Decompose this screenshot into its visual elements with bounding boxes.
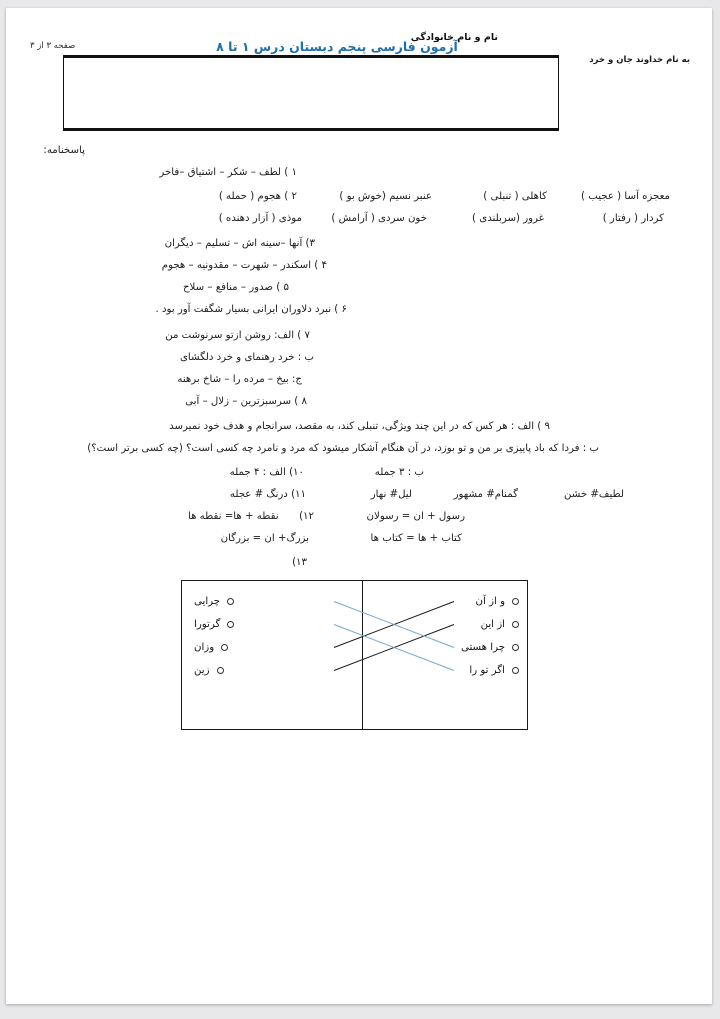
- answer-number: ۱۲): [299, 511, 314, 522]
- answer-text: نبرد دلاوران ایرانی بسیار شگفت آور بود .: [155, 304, 332, 315]
- answer-number: ۲ ): [284, 191, 297, 202]
- matching-right-item-1[interactable]: [461, 613, 519, 636]
- matching-right-item-3[interactable]: [461, 659, 519, 682]
- answer-row-9-be: ب : فردا که باد پاییزی بر من و تو بوزد، در آن هنگام آشکار میشود که مرد و نامرد چه کسی است؟ (چه کسی برتر است؟): [87, 443, 599, 454]
- matching-left-item-2[interactable]: [194, 636, 234, 659]
- matching-left-item-3[interactable]: [194, 659, 234, 682]
- circle-icon: [512, 621, 519, 628]
- matching-left-label: چرایی: [194, 596, 221, 607]
- answer-row-12b-c2: کتاب + ها = کتاب ها: [370, 533, 462, 544]
- basmala-text: به نام خداوند جان و خرد: [589, 55, 690, 65]
- answer-row-4: [162, 261, 327, 271]
- matching-right-label: از این: [480, 619, 505, 630]
- answer-row-7-be: ب : خرد رهنمای و خرد دلگشای: [179, 352, 314, 363]
- circle-icon: [227, 598, 234, 605]
- matching-connector-3: [334, 625, 454, 671]
- answer-row-2-num: [219, 192, 297, 202]
- answer-row-13: ۱۳): [292, 557, 307, 568]
- matching-left-column: [194, 590, 234, 682]
- answer-text: آنها –سینه اش – تسلیم – دیگران: [164, 238, 303, 249]
- answer-number: ۷ ): [297, 330, 310, 341]
- matching-connector-0: [334, 602, 454, 648]
- page-indicator: صفحه ۳ از ۳: [30, 41, 76, 51]
- answer-row-11-c4: لطیف# خشن: [564, 489, 624, 500]
- answer-row-6: [155, 305, 347, 315]
- matching-left-item-1[interactable]: [194, 613, 234, 636]
- matching-left-item-0[interactable]: [194, 590, 234, 613]
- matching-right-item-2[interactable]: [461, 636, 519, 659]
- answer-number: ۱ ): [284, 167, 297, 178]
- circle-icon: [217, 667, 224, 674]
- name-field-box: [63, 55, 559, 131]
- answer-cell: هجوم ( حمله ): [218, 191, 282, 202]
- circle-icon: [227, 621, 234, 628]
- answer-row-11-c2: لیل# نهار: [370, 489, 412, 500]
- matching-connector-1: [334, 625, 454, 671]
- name-field-label: نام و نام خانوادگی: [410, 32, 498, 43]
- answer-row-11-num: [230, 490, 306, 500]
- answer-row-2-c4: معجزه آسا ( عجیب ): [580, 191, 670, 202]
- answer-number: ۶ ): [334, 304, 347, 315]
- answer-text: سرسبزترین – زلال – آبی: [185, 396, 292, 407]
- circle-icon: [512, 644, 519, 651]
- answer-number: ۴ ): [314, 260, 327, 271]
- matching-column-divider: [362, 581, 363, 729]
- answer-row-12-c2: رسول + ان = رسولان: [366, 511, 465, 522]
- answer-number: ۱۰): [289, 467, 304, 478]
- answer-cell: درنگ # عجله: [229, 489, 288, 500]
- answer-number: ۳): [305, 238, 315, 249]
- answer-row-3: [165, 239, 315, 249]
- matching-left-label: وزان: [194, 642, 215, 653]
- answer-row-12b-c1: بزرگ+ ان = بزرگان: [220, 533, 309, 544]
- answer-number: ۵ ): [276, 282, 289, 293]
- answer-row-11-c3: گمنام# مشهور: [453, 489, 518, 500]
- answer-row-1: [159, 168, 297, 178]
- answer-number: ۸ ): [294, 396, 307, 407]
- answer-text: اسکندر – شهرت – مقدونیه – هجوم: [161, 260, 312, 271]
- answer-row-8: [185, 397, 307, 407]
- matching-left-label: زین: [194, 665, 210, 676]
- answer-cell: الف : ۴ جمله: [229, 467, 286, 478]
- answer-cell: نقطه + ها= نقطه ها: [187, 511, 279, 522]
- answer-text: لطف – شکر – اشتیاق –فاخر: [159, 167, 282, 178]
- matching-right-column: [461, 590, 519, 682]
- matching-right-label: اگر تو را: [469, 665, 505, 676]
- circle-icon: [512, 667, 519, 674]
- answer-text: الف: روشن ازتو سرنوشت من: [165, 330, 295, 341]
- answer-number: ۹ ): [537, 421, 550, 432]
- circle-icon: [512, 598, 519, 605]
- answer-row-10-c2: ب : ۳ جمله: [374, 467, 424, 478]
- answer-text: الف : هر کس که در این چند ویژگی، تنبلی کند، به مقصد، سرانجام و هدف خود نمیرسد: [169, 421, 535, 432]
- answer-row-2b-c3: غرور (سربلندی ): [472, 213, 544, 224]
- exam-title: آزمون فارسی پنجم دبستان درس ۱ تا ۸: [216, 39, 458, 54]
- circle-icon: [221, 644, 228, 651]
- matching-right-label: و از آن: [475, 596, 505, 607]
- matching-right-item-0[interactable]: [461, 590, 519, 613]
- answer-row-10-num: [230, 468, 304, 478]
- answer-text: صدور – منافع – سلاح: [182, 282, 274, 293]
- answer-row-7-alef: [165, 331, 310, 341]
- answer-row-2-c2: عنبر نسیم (خوش بو ): [339, 191, 432, 202]
- matching-exercise-box: [181, 580, 528, 730]
- answer-row-9-alef: [169, 422, 550, 432]
- answer-row-5: [183, 283, 289, 293]
- answer-number: ۱۱): [291, 489, 306, 500]
- document-page: [6, 8, 712, 1004]
- matching-right-label: چرا هستی: [460, 642, 505, 653]
- answer-key-heading: پاسخنامه:: [43, 145, 85, 156]
- answer-row-2b-c2: خون سردی ( آرامش ): [331, 213, 427, 224]
- answer-row-2b-c4: کردار ( رفتار ): [602, 213, 664, 224]
- answer-row-2-c3: کاهلی ( تنبلی ): [483, 191, 547, 202]
- answer-row-12-num: [188, 512, 314, 522]
- answer-row-7-jim: ج: بیخ – مرده را – شاخ برهنه: [177, 374, 302, 385]
- matching-left-label: گرتورا: [194, 619, 221, 630]
- answer-row-2b-c1: موذی ( آزار دهنده ): [218, 213, 302, 224]
- matching-connector-2: [334, 602, 454, 648]
